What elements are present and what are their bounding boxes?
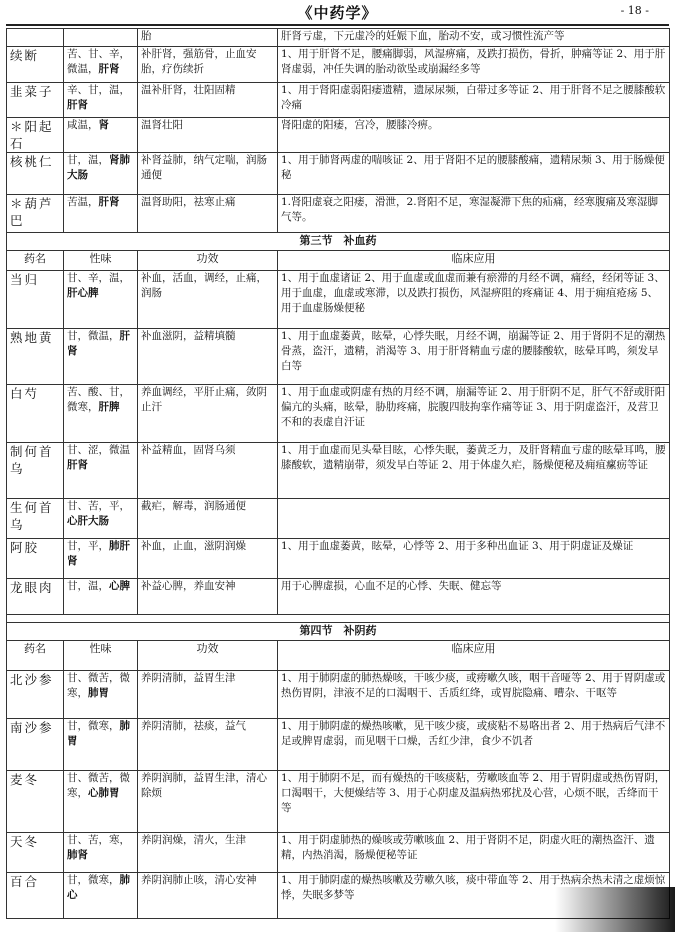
- header-rule: [6, 24, 669, 26]
- taste-cell: [64, 579, 138, 615]
- column-header-clinical: 临床应用: [278, 641, 670, 671]
- herb-row: [7, 153, 670, 195]
- section-title-row: [7, 623, 670, 641]
- taste-text: 辛、甘，温，: [67, 84, 130, 96]
- herb-name: 龙眼肉: [7, 579, 64, 615]
- meridian-text: 心脾: [109, 580, 130, 592]
- herb-name: 天冬: [7, 833, 64, 873]
- herb-row: [7, 83, 670, 118]
- effect-cell: 补益心脾，养血安神: [138, 579, 278, 615]
- column-header-row: [7, 251, 670, 271]
- herb-name: 核桃仁: [7, 153, 64, 195]
- effect-cell: 补血，止血，滋阴润燥: [138, 539, 278, 579]
- herb-row: [7, 771, 670, 833]
- effect-cell: 温补肝肾，壮阳固精: [138, 83, 278, 118]
- clinical-cell: 1、用于血虚萎黄，眩晕，心悸失眠，月经不调，崩漏等证 2、用于肾阴不足的潮热骨蒸，盗汗，遗精，消渴等 3、用于肝肾精血亏虚的腰膝酸软，眩晕耳鸣，须发早白等: [278, 329, 670, 385]
- meridian-text: 肾肺大肠: [67, 154, 130, 181]
- clinical-cell: 1、用于肺阴虚的燥热咳嗽，见干咳少痰，或痰粘不易咯出者 2、用于热病后气津不足或脾胃虚弱，而见咽干口燥，舌红少津，食少不饥者: [278, 719, 670, 771]
- page-number: - 18 -: [620, 4, 649, 17]
- clinical-cell: 1、用于血虚萎黄，眩晕，心悸等 2、用于多种出血证 3、用于阴虚证及燥证: [278, 539, 670, 579]
- taste-cell: [64, 771, 138, 833]
- taste-cell: [64, 47, 138, 83]
- taste-cell: [64, 271, 138, 329]
- effect-cell: 养阴润肺止咳，清心安神: [138, 873, 278, 919]
- taste-text: 甘，平，: [67, 540, 109, 552]
- herb-row: [7, 443, 670, 499]
- effect-cell: 养阴清肺，益胃生津: [138, 671, 278, 719]
- herb-name: 南沙参: [7, 719, 64, 771]
- section-title: 第四节 补阴药: [7, 623, 670, 641]
- herb-row: [7, 329, 670, 385]
- herb-row: [7, 579, 670, 615]
- meridian-text: 肝肾: [67, 99, 88, 111]
- meridian-text: 肝肾: [67, 459, 88, 471]
- column-header-taste: 性味: [64, 251, 138, 271]
- taste-text: 甘，温，: [67, 154, 109, 166]
- clinical-cell: 1、用于肺肾两虚的喘咳证 2、用于肾阳不足的腰膝酸痛，遗精尿频 3、用于肠燥便秘: [278, 153, 670, 195]
- herb-name: 熟地黄: [7, 329, 64, 385]
- meridian-text: 心肺胃: [88, 787, 120, 799]
- taste-text: 甘、微苦，微寒，: [67, 772, 130, 799]
- section-title: 第三节 补血药: [7, 233, 670, 251]
- taste-cell: [64, 719, 138, 771]
- herb-table: [6, 28, 670, 919]
- shadow-corner: [555, 887, 675, 932]
- herb-name: 阿胶: [7, 539, 64, 579]
- gap-cell: [7, 615, 670, 623]
- clinical-cell: [278, 499, 670, 539]
- meridian-text: 肺胃: [67, 720, 130, 747]
- effect-cell: 补血滋阴，益精填髓: [138, 329, 278, 385]
- section-title-row: [7, 233, 670, 251]
- herb-name: 北沙参: [7, 671, 64, 719]
- herb-row: [7, 499, 670, 539]
- meridian-text: 肺胃: [88, 687, 109, 699]
- column-header-row: [7, 641, 670, 671]
- clinical-cell: 肾阳虚的阳痿，宫冷，腰膝冷痹。: [278, 118, 670, 153]
- effect-cell: 补益精血，固肾乌须: [138, 443, 278, 499]
- taste-text: 甘，温，: [67, 580, 109, 592]
- column-header-name: 药名: [7, 251, 64, 271]
- herb-row: [7, 385, 670, 443]
- clinical-cell: 1、用于血虚而见头晕目眩，心悸失眠，萎黄乏力，及肝肾精血亏虚的眩晕耳鸣，腰膝酸软，遗精崩带，须发早白等证 2、用于体虚久疟，肠燥便秘及痈疽瘰疬等证: [278, 443, 670, 499]
- taste-text: 甘、辛，温，: [67, 272, 130, 284]
- taste-cell: [64, 443, 138, 499]
- herb-row: [7, 195, 670, 233]
- taste-cell: [64, 118, 138, 153]
- taste-cell: [64, 873, 138, 919]
- taste-text: 甘、苦，寒，: [67, 834, 130, 846]
- meridian-text: 肝肾: [98, 196, 120, 208]
- taste-cell: [64, 329, 138, 385]
- meridian-text: 肺肝肾: [67, 540, 130, 567]
- herb-row: [7, 118, 670, 153]
- taste-text: 甘、微苦，微寒，: [67, 672, 130, 699]
- effect-cell: 温肾助阳，祛寒止痛: [138, 195, 278, 233]
- effect-cell: 补肾益肺，纳气定喘，润肠通便: [138, 153, 278, 195]
- taste-cell: [64, 499, 138, 539]
- clinical-cell: 1、用于肺阴虚的燥热咳嗽及劳嗽久咳，痰中带血等 2、用于热病余热未清之虚烦惊悸，失眠多梦等: [278, 873, 670, 919]
- effect-cell: 截疟，解毒，润肠通便: [138, 499, 278, 539]
- herb-row: [7, 833, 670, 873]
- taste-text: 甘，微寒，: [67, 874, 120, 886]
- taste-text: 甘、涩，微温: [67, 444, 130, 456]
- taste-cell: [64, 83, 138, 118]
- taste-text: 苦温，: [67, 196, 99, 208]
- meridian-text: 肝脾: [98, 401, 120, 413]
- herb-name: 续断: [7, 47, 64, 83]
- taste-text: 苦、酸、甘，微寒，: [67, 386, 130, 413]
- clinical-cell: 用于心脾虚损，心血不足的心悸、失眠、健忘等: [278, 579, 670, 615]
- clinical-cell: 1、用于血虚或阴虚有热的月经不调，崩漏等证 2、用于肝阴不足，肝气不舒或肝阳偏亢的头痛，眩晕，胁肋疼痛，脘腹四肢拘挛作痛等证 3、用于阴虚盗汗，及营卫不和的表虚自汗证: [278, 385, 670, 443]
- taste-text: 甘，微温，: [67, 330, 120, 342]
- effect-cell: 养阴润燥，清火，生津: [138, 833, 278, 873]
- column-header-effect: 功效: [138, 641, 278, 671]
- herb-row: [7, 719, 670, 771]
- meridian-text: 肾: [98, 119, 109, 131]
- meridian-text: 肝心脾: [67, 287, 99, 299]
- effect-cell: 养阴润肺，益胃生津，清心除烦: [138, 771, 278, 833]
- herb-name: 百合: [7, 873, 64, 919]
- taste-cell: [64, 833, 138, 873]
- meridian-text: 心肝大肠: [67, 515, 109, 527]
- clinical-cell: 1、用于肺阴虚的肺热燥咳，干咳少痰，或痨嗽久咳，咽干音哑等 2、用于胃阴虚或热伤胃阴，津液不足的口渴咽干、舌质红绛，或胃脘隐痛、嘈杂、干呕等: [278, 671, 670, 719]
- herb-name: 制何首乌: [7, 443, 64, 499]
- herb-row: [7, 671, 670, 719]
- taste-cell: [64, 671, 138, 719]
- continuation-row: [7, 29, 670, 47]
- taste-text: 甘、苦，平，: [67, 500, 130, 512]
- clinical-cell: 1、用于血虚诸证 2、用于血虚或血虚而兼有瘀滞的月经不调，痛经，经闭等证 3、用于血虚，血虚或寒滞，以及跌打损伤，风湿痹阻的疼痛证 4、用于痈疽疮疡 5、用于血虚肠燥便秘: [278, 271, 670, 329]
- clinical-cell: 肝肾亏虚，下元虚冷的妊娠下血，胎动不安，或习惯性流产等: [278, 29, 670, 47]
- taste-cell: [64, 153, 138, 195]
- herb-name: 韭菜子: [7, 83, 64, 118]
- effect-cell: 温肾壮阳: [138, 118, 278, 153]
- effect-cell: 养血调经，平肝止痛，敛阴止汗: [138, 385, 278, 443]
- herb-name: ＊阳起石: [7, 118, 64, 153]
- gap-row: [7, 615, 670, 623]
- taste-text: 苦、甘、辛，微温，: [67, 48, 130, 75]
- clinical-cell: 1、用于肾阳虚弱阳痿遗精，遗尿尿频，白带过多等证 2、用于肝肾不足之腰膝酸软冷痛: [278, 83, 670, 118]
- clinical-cell: 1.肾阳虚衰之阳痿，滑泄，2.肾阳不足，寒湿凝滞下焦的疝痛，经寒腹痛及寒湿脚气等。: [278, 195, 670, 233]
- herb-row: [7, 271, 670, 329]
- book-title: 《中药学》: [297, 4, 378, 22]
- effect-cell: 养阴清肺，祛痰，益气: [138, 719, 278, 771]
- taste-cell: [64, 195, 138, 233]
- herb-name: 生何首乌: [7, 499, 64, 539]
- column-header-taste: 性味: [64, 641, 138, 671]
- taste-text: 咸温，: [67, 119, 99, 131]
- herb-row: [7, 539, 670, 579]
- clinical-cell: 1、用于阴虚肺热的燥咳或劳嗽咳血 2、用于肾阴不足，阴虚火旺的潮热盗汗、遗精，内热消渴，肠燥便秘等证: [278, 833, 670, 873]
- column-header-clinical: 临床应用: [278, 251, 670, 271]
- meridian-text: 肝肾: [67, 330, 130, 357]
- clinical-cell: 1、用于肝肾不足，腰痛脚弱，风湿痹痛，及跌打损伤，骨折，肿痛等证 2、用于肝肾虚弱，冲任失调的胎动欲坠或崩漏经多等: [278, 47, 670, 83]
- effect-cell: 补肝肾，强筋骨，止血安胎，疗伤续折: [138, 47, 278, 83]
- meridian-text: 肺心: [67, 874, 130, 901]
- column-header-effect: 功效: [138, 251, 278, 271]
- meridian-text: 肝肾: [98, 63, 120, 75]
- taste-text: 甘，微寒，: [67, 720, 120, 732]
- herb-name: 麦冬: [7, 771, 64, 833]
- taste-cell: [64, 539, 138, 579]
- herb-name: 当归: [7, 271, 64, 329]
- herb-name: ＊葫芦巴: [7, 195, 64, 233]
- taste-cell: [64, 385, 138, 443]
- effect-cell: 补血，活血，调经，止痛，润肠: [138, 271, 278, 329]
- effect-cell: 胎: [138, 29, 278, 47]
- meridian-text: 肺肾: [67, 849, 88, 861]
- herb-table-sheet: [6, 28, 669, 919]
- column-header-name: 药名: [7, 641, 64, 671]
- herb-name: 白芍: [7, 385, 64, 443]
- clinical-cell: 1、用于肺阴不足，而有燥热的干咳痰粘，劳嗽咳血等 2、用于胃阴虚或热伤胃阴，口渴咽干，大便燥结等 3、用于心阴虚及温病热邪扰及心营，心烦不眠，舌绛而干等: [278, 771, 670, 833]
- herb-row: [7, 47, 670, 83]
